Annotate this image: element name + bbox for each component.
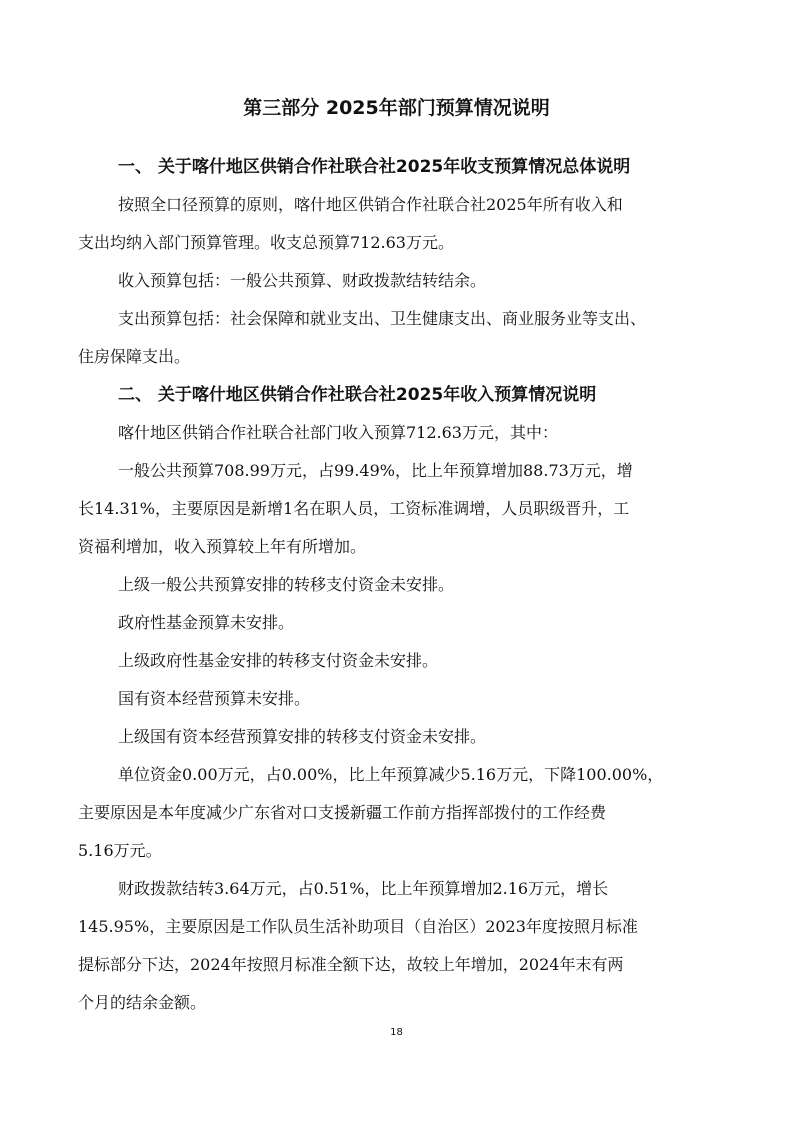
paragraph (78, 566, 728, 604)
paragraph (78, 642, 728, 680)
page-number: 18 (390, 1027, 403, 1038)
page-title: 第三部分 2025年部门预算情况说明 (243, 97, 550, 119)
paragraph (78, 756, 728, 870)
paragraph-line: 单位资金0.00万元，占0.00%，比上年预算减少5.16万元，下降100.00%， (118, 765, 664, 784)
paragraph-line: 收入预算包括：一般公共预算、财政拨款结转结余。 (118, 271, 487, 290)
paragraph (78, 870, 728, 1022)
paragraph-line: 个月的结余金额。 (78, 993, 207, 1012)
paragraph-line: 资福利增加，收入预算较上年有所增加。 (78, 537, 367, 556)
paragraph (78, 680, 728, 718)
paragraph-line: 上级政府性基金安排的转移支付资金未安排。 (118, 651, 439, 670)
paragraph-line: 一般公共预算708.99万元，占99.49%，比上年预算增加88.73万元，增 (118, 461, 633, 480)
paragraph-line: 主要原因是本年度减少广东省对口支援新疆工作前方指挥部拨付的工作经费 (78, 803, 607, 822)
paragraph-line: 支出预算包括：社会保障和就业支出、卫生健康支出、商业服务业等支出、 (118, 309, 647, 328)
paragraph (78, 186, 728, 262)
section-heading: 二、 关于喀什地区供销合作社联合社2025年收入预算情况说明 (118, 385, 597, 405)
paragraph (78, 262, 728, 300)
paragraph-line: 财政拨款结转3.64万元，占0.51%，比上年预算增加2.16万元，增长 (118, 879, 609, 898)
paragraph-line: 喀什地区供销合作社联合社部门收入预算712.63万元，其中： (118, 423, 558, 442)
section-heading: 一、 关于喀什地区供销合作社联合社2025年收支预算情况总体说明 (118, 157, 631, 177)
paragraph-line: 按照全口径预算的原则，喀什地区供销合作社联合社2025年所有收入和 (118, 195, 623, 214)
paragraph-line: 5.16万元。 (78, 841, 162, 860)
paragraph (78, 452, 728, 566)
paragraph-line: 长14.31%，主要原因是新增1名在职人员，工资标准调增，人员职级晋升，工 (78, 499, 630, 518)
paragraph-line: 支出均纳入部门预算管理。收支总预算712.63万元。 (78, 233, 454, 252)
paragraph-line: 上级国有资本经营预算安排的转移支付资金未安排。 (118, 727, 487, 746)
paragraph-line: 提标部分下达，2024年按照月标准全额下达，故较上年增加，2024年末有两 (78, 955, 624, 974)
paragraph (78, 414, 728, 452)
paragraph-line: 国有资本经营预算未安排。 (118, 689, 311, 708)
paragraph-line: 145.95%，主要原因是工作队员生活补助项目（自治区）2023年度按照月标准 (78, 917, 638, 936)
paragraph (78, 718, 728, 756)
paragraph-line: 政府性基金预算未安排。 (118, 613, 295, 632)
paragraph-line: 住房保障支出。 (78, 347, 191, 366)
paragraph (78, 604, 728, 642)
paragraph (78, 300, 728, 376)
document-body (78, 148, 728, 1022)
paragraph-line: 上级一般公共预算安排的转移支付资金未安排。 (118, 575, 455, 594)
